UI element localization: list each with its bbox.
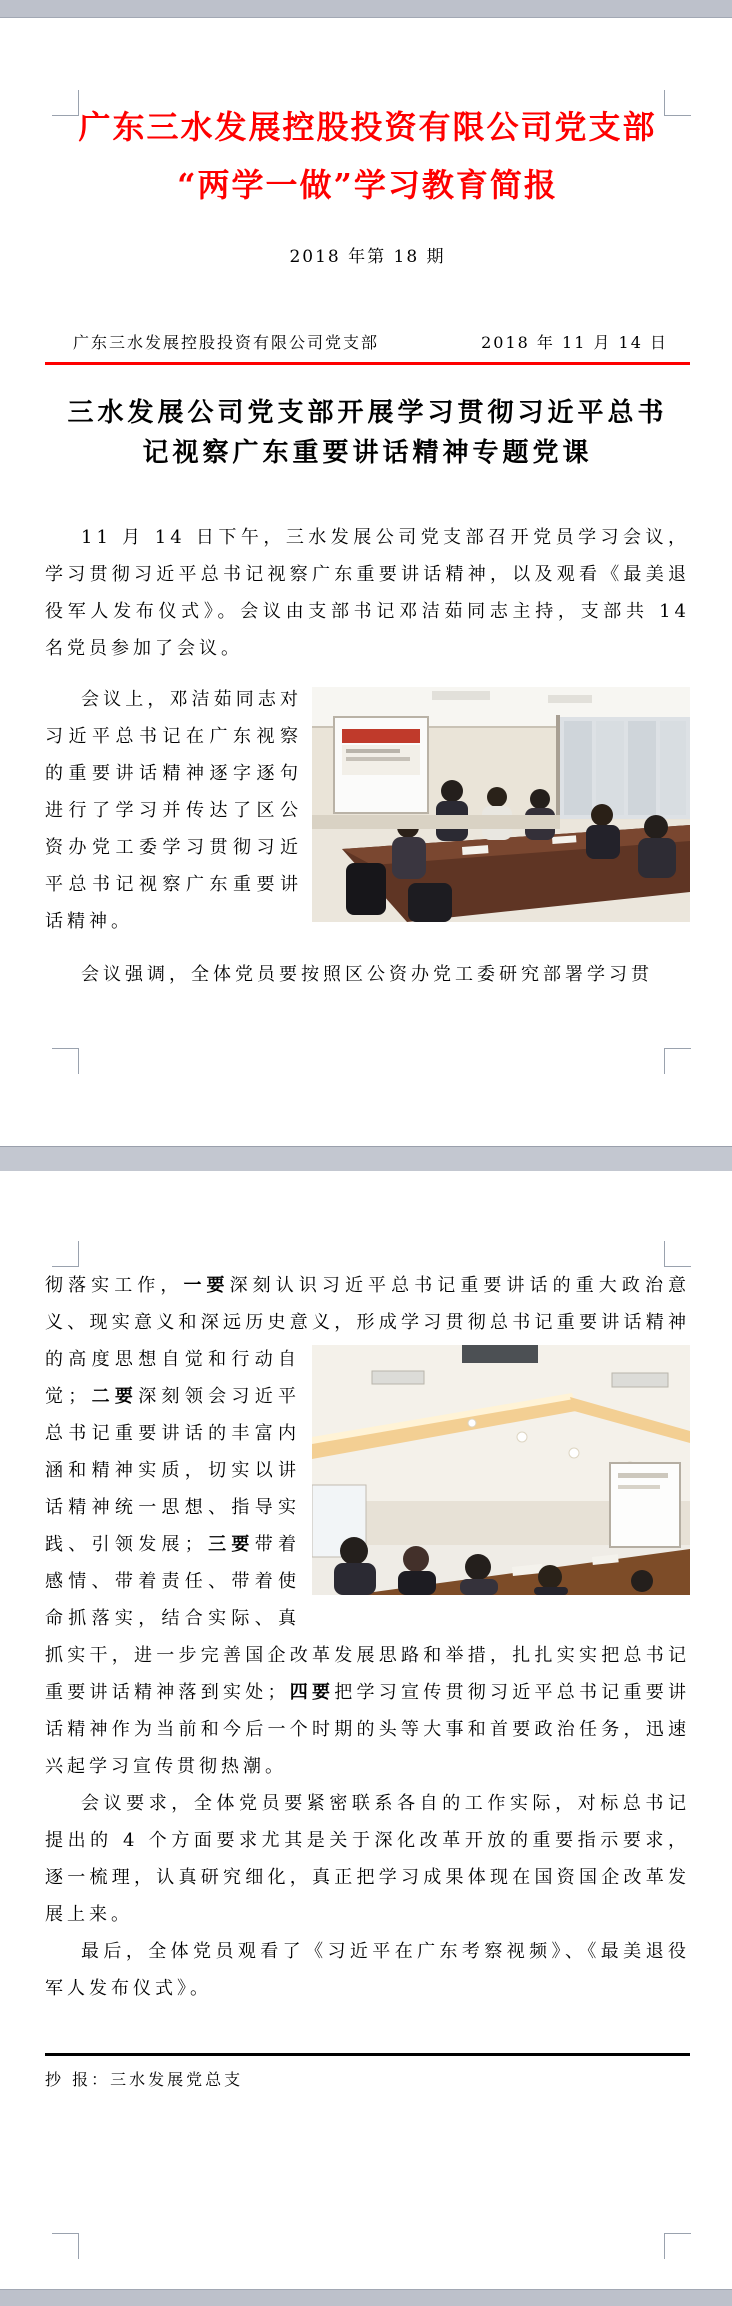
- margin-crop-mark: [52, 1048, 79, 1074]
- paragraph-text: 深刻认识习近平总书记重要讲话的重大政治意义、现实意义和深远历史意义，形成学习贯彻总书记重要讲话精: [45, 1275, 691, 1333]
- margin-crop-mark: [664, 90, 691, 116]
- emphasis-third-point: 三要: [206, 1534, 255, 1555]
- emphasis-first-point: 一要: [183, 1275, 230, 1296]
- article-headline: [45, 393, 690, 473]
- margin-crop-mark: [52, 1241, 79, 1267]
- headline-line1: 三水发展公司党支部开展学习贯彻习近平总书: [67, 398, 668, 428]
- viewer-bottom-chrome: [0, 2289, 732, 2306]
- byline-row: [45, 330, 690, 354]
- conference-room-ceiling-photo-illustration: [312, 1345, 690, 1595]
- viewer-top-chrome: [0, 0, 732, 18]
- paragraph-meeting-demands: 会议要求，全体党员要紧密联系各自的工作实际，对标总书记提出的 4 个方面要求尤其是关于深化改革开放的重要指示要求，逐一梳理，认真研究细化，真正把学习成果体现在国资国企改革发展上来。: [45, 1793, 690, 1925]
- byline-organization: 广东三水发展控股投资有限公司党支部: [73, 333, 380, 352]
- emphasis-second-point: 二要: [90, 1386, 139, 1407]
- byline-date: 2018 年 11 月 14 日: [481, 333, 668, 352]
- paragraph-text: 神的高度思想自觉和行动自觉；: [45, 1312, 690, 1407]
- paragraph-text: 带着感情、带着责任、带着使命抓落实，结合实际、真抓实干，进一步完善国企改革发展思路和举措，扎扎实实把总书记重要讲话精神落到实处；: [45, 1534, 690, 1703]
- page-break-gap: [0, 1146, 732, 1172]
- paragraph-text: 深刻领会习近平总书记重要讲话的丰富内涵和精神实质，切实以讲话精神统一思想、指导实践、引领发展；: [45, 1386, 301, 1555]
- paragraph-study-session-text: 会议上，邓洁茹同志对习近平总书记在广东视察的重要讲话精神逐字逐句进行了学习并传达了区公资办党工委学习贯彻习近平总书记视察广东重要讲话精神。: [45, 689, 302, 932]
- meeting-photo-1: [312, 687, 690, 922]
- paragraph-emphasis-start: 会议强调，全体党员要按照区公资办党工委研究部署学习贯: [81, 964, 653, 985]
- headline-line2: 记视察广东重要讲话精神专题党课: [142, 438, 593, 468]
- emphasis-fourth-point: 四要: [289, 1682, 335, 1703]
- masthead-line1: 广东三水发展控股投资有限公司党支部: [78, 108, 657, 146]
- margin-crop-mark: [52, 90, 79, 116]
- masthead-title: [45, 98, 690, 214]
- paragraph-video-viewing: 最后，全体党员观看了《习近平在广东考察视频》、《最美退役军人发布仪式》。: [45, 1941, 690, 1999]
- margin-crop-mark: [52, 2233, 79, 2259]
- paragraph-text: 把学习宣传贯彻习近平总书记重要讲话精神作为当前和今后一个时期的头等大事和首要政治任务，迅速兴起学习宣传贯彻热潮。: [45, 1682, 690, 1777]
- conference-room-photo-illustration: [312, 687, 690, 922]
- margin-crop-mark: [664, 1048, 691, 1074]
- margin-crop-mark: [664, 2233, 691, 2259]
- document-page-2: [0, 1171, 732, 2289]
- masthead-line2: “两学一做”学习教育简报: [177, 166, 558, 204]
- paragraph-implementation-requirements: [45, 1267, 690, 1785]
- footer-divider-rule: [45, 2053, 690, 2056]
- paragraph-text: 彻落实工作，: [45, 1275, 184, 1296]
- meeting-photo-2: [312, 1345, 690, 1595]
- issue-number: 2018 年第 18 期: [289, 247, 446, 267]
- paragraph-study-session: [45, 681, 690, 940]
- red-divider-rule: [45, 362, 690, 365]
- document-page-1: [0, 18, 732, 1146]
- margin-crop-mark: [664, 1241, 691, 1267]
- paragraph-meeting-intro: 11 月 14 日下午，三水发展公司党支部召开党员学习会议，学习贯彻习近平总书记视察广东重要讲话精神，以及观看《最美退役军人发布仪式》。会议由支部书记邓洁茹同志主持，支部共 14 名党员参加了会议。: [45, 527, 690, 659]
- copy-to-line: 抄 报：三水发展党总支: [45, 2070, 244, 2089]
